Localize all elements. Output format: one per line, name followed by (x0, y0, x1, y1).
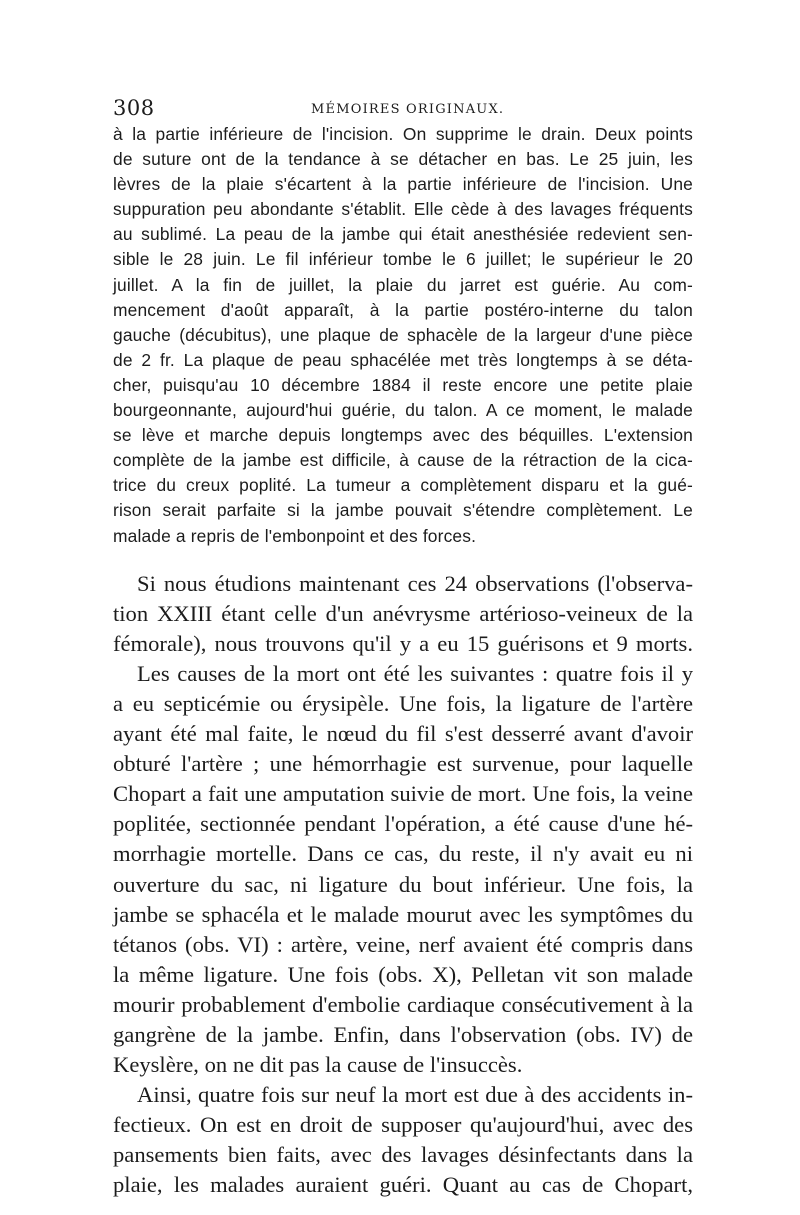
text-line: au sublimé. La peau de la jambe qui était anesthésiée redevient sen- (113, 224, 693, 245)
text-line: morrhagie mortelle. Dans ce cas, du reste, il n'y avait eu ni (113, 841, 693, 867)
text-line: plaie, les malades auraient guéri. Quant au cas de Chopart, (113, 1172, 693, 1198)
text-line: se lève et marche depuis longtemps avec des béquilles. L'extension (113, 425, 693, 446)
text-line: à la partie inférieure de l'incision. On supprime le drain. Deux points (113, 124, 693, 144)
text-line: tétanos (obs. VI) : artère, veine, nerf avaient été compris dans (113, 931, 693, 957)
text-line: ayant été mal faite, le nœud du fil s'est desserré avant d'avoir (113, 721, 693, 747)
text-line: a eu septicémie ou érysipèle. Une fois, la ligature de l'artère (113, 690, 693, 716)
text-line: obturé l'artère ; une hémorrhagie est survenue, pour laquelle (113, 751, 693, 777)
text-line: malade a repris de l'embonpoint et des forces. (113, 525, 477, 546)
text-line: complète de la jambe est difficile, à cause de la rétraction de la cica- (113, 450, 693, 471)
text-line: pansements bien faits, avec des lavages désinfectants dans la (113, 1142, 693, 1168)
text-line: lèvres de la plaie s'écartent à la partie inférieure de l'incision. Une (113, 174, 693, 195)
text-line: jambe se sphacéla et le malade mourut avec les symptômes du (113, 901, 693, 927)
text-line: cher, puisqu'au 10 décembre 1884 il reste encore une petite plaie (113, 374, 693, 395)
book-page (113, 90, 693, 1201)
running-head (113, 90, 693, 120)
page-number: 308 (113, 96, 155, 120)
text-line: poplitée, sectionnée pendant l'opération, a été cause d'une hé- (113, 811, 693, 837)
text-line: ouverture du sac, ni ligature du bout inférieur. Une fois, la (113, 871, 693, 897)
running-title: MÉMOIRES ORIGINAUX. (311, 102, 505, 117)
text-line: fémorale), nous trouvons qu'il y a eu 15 guérisons et 9 morts. (113, 630, 693, 656)
text-line: gauche (décubitus), une plaque de sphacèle de la largeur d'une pièce (113, 324, 693, 345)
text-line: sible le 28 juin. Le fil inférieur tombe le 6 juillet; le supérieur le 20 (113, 249, 693, 270)
text-line: bourgeonnante, aujourd'hui guérie, du talon. A ce moment, le malade (113, 400, 693, 421)
text-line: Chopart a fait une amputation suivie de mort. Une fois, la veine (113, 781, 693, 807)
text-line: Keyslère, on ne dit pas la cause de l'insuccès. (113, 1052, 523, 1078)
text-line: de 2 fr. La plaque de peau sphacélée met très longtemps à se déta- (113, 349, 693, 370)
text-line: Les causes de la mort ont été les suivantes : quatre fois il y (137, 660, 693, 686)
observation-text (113, 122, 693, 549)
text-line: mourir probablement d'embolie cardiaque consécutivement à la (113, 991, 693, 1017)
text-line: de suture ont de la tendance à se détacher en bas. Le 25 juin, les (113, 149, 693, 170)
text-line: rison serait parfaite si la jambe pouvait s'étendre complètement. Le (113, 500, 693, 521)
text-line: fectieux. On est en droit de supposer qu'aujourd'hui, avec des (113, 1112, 693, 1138)
body-text (113, 569, 693, 1201)
text-line: tion XXIII étant celle d'un anévrysme artérioso-veineux de la (113, 600, 693, 626)
text-line: Si nous étudions maintenant ces 24 observations (l'observa- (137, 570, 693, 596)
text-line: Ainsi, quatre fois sur neuf la mort est due à des accidents in- (137, 1082, 693, 1108)
text-line: trice du creux poplité. La tumeur a complètement disparu et la gué- (113, 475, 693, 496)
text-line: la même ligature. Une fois (obs. X), Pelletan vit son malade (113, 961, 693, 987)
text-line: mencement d'août apparaît, à la partie postéro-interne du talon (113, 299, 693, 320)
text-line: gangrène de la jambe. Enfin, dans l'observation (obs. IV) de (113, 1022, 693, 1047)
text-line: juillet. A la fin de juillet, la plaie du jarret est guérie. Au com- (113, 274, 693, 295)
text-line: suppuration peu abondante s'établit. Elle cède à des lavages fréquents (113, 199, 693, 220)
